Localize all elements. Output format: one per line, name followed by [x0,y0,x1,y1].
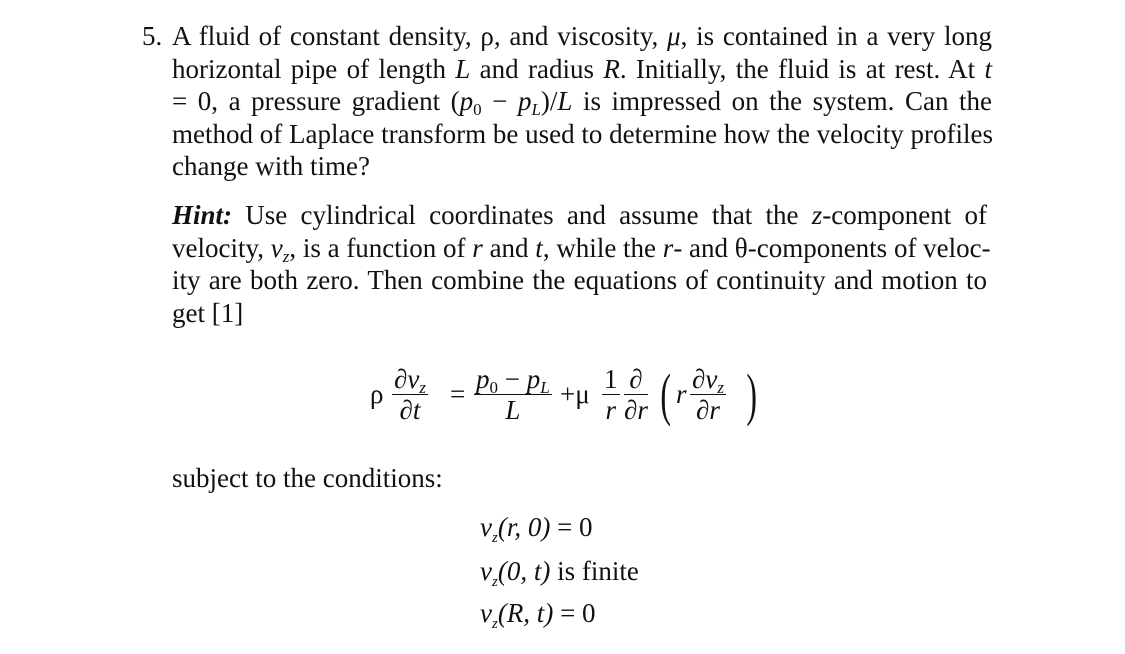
hint-paragraph [172,199,991,329]
eq-frac-pressure: $\frac{p_0 - p_L}{L}$ [476,364,550,425]
hint-line: velocity, $v_z$, is a function of r and t, while the r- and θ-components of veloc- [172,232,991,266]
condition-3: $v_z(R$, t) = 0 [480,598,596,632]
eq-rho: ρ [370,379,384,409]
eq-plus-mu: +μ [560,379,590,409]
hint-line: ity are both zero. Then combine the equations of continuity and motion to [172,265,987,295]
condition-2: $v_z(0$, t) is finite [480,556,639,590]
problem-line: horizontal pipe of length L and radius R. Initially, the fluid is at rest. At t [172,53,993,84]
problem-number: 5. [142,21,163,51]
condition-1: $v_z(r$, 0) = 0 [480,512,593,546]
problem-line: change with time? [172,151,370,181]
eq-frac-one-over-r: $\frac{1}{r}$ [604,364,618,425]
eq-equals: = [450,379,466,409]
eq-left-paren: ( [660,362,671,427]
eq-r-inner: r [676,379,687,409]
problem-line: method of Laplace transform be used to determine how the velocity profiles [172,118,993,149]
problem-line: A fluid of constant density, ρ, and viscosity, μ, is contained in a very long [172,21,993,51]
eq-frac-dvz-dr: $\frac{\partial v_z}{\partial r}$ [692,364,724,425]
eq-frac-dvz-dt: $\frac{\partial v_z}{\partial t}$ [394,364,426,425]
hint-line: get [1] [172,297,244,328]
eq-frac-d-dr: ∂ ∂r [624,364,648,425]
problem-statement [142,20,992,183]
problem-text [172,20,992,183]
problem-line: = 0, a pressure gradient $(p_0 - p_L)/L$ is impressed on the system. Can the [172,86,992,119]
hint-label: Hint: [172,200,233,230]
conditions-label: subject to the conditions: [172,463,443,493]
eq-right-paren: ) [746,362,757,427]
hint-line: Hint: Use cylindrical coordinates and assume that the z-component of [172,200,987,230]
